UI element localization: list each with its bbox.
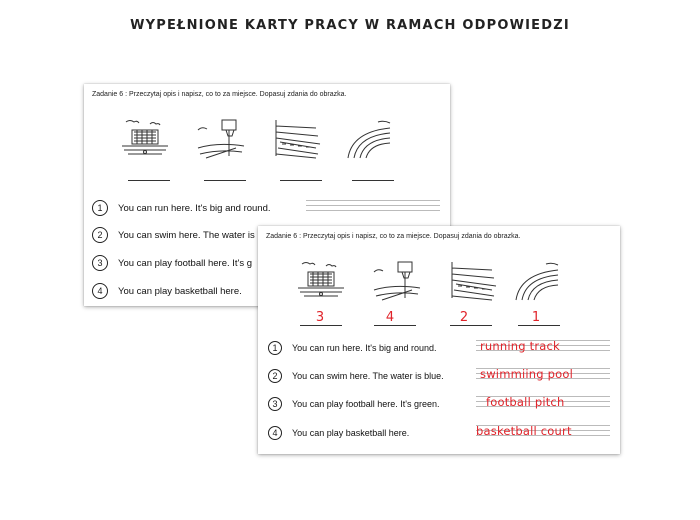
- running-track-icon: [344, 118, 394, 160]
- sentence-row: [92, 200, 271, 216]
- task-instruction: Zadanie 6 : Przeczytaj opis i napisz, co to za miejsce. Dopasuj zdania do obrazka.: [92, 91, 347, 98]
- sentence-number: 2: [268, 369, 282, 383]
- football-goal-icon: [120, 118, 170, 160]
- stadium-stands-icon: [448, 260, 498, 302]
- picture-answer-number: 3: [315, 310, 325, 325]
- running-track-icon: [512, 260, 562, 302]
- answer-blank[interactable]: [280, 180, 322, 181]
- sentence-text: You can play basketball here.: [118, 285, 242, 297]
- football-goal-icon: [296, 260, 346, 302]
- sentence-text: You can play football here. It's green.: [292, 399, 440, 409]
- answer-blank[interactable]: [518, 325, 560, 326]
- writing-lines[interactable]: [306, 200, 440, 215]
- sentence-text: You can swim here. The water is blue.: [292, 371, 444, 381]
- stadium-stands-icon: [272, 118, 322, 160]
- sentence-row: [92, 227, 255, 243]
- sentence-number: 1: [92, 200, 108, 216]
- sentence-number: 3: [92, 255, 108, 271]
- picture-answer-number: 2: [459, 310, 469, 325]
- page-title: WYPEŁNIONE KARTY PRACY W RAMACH ODPOWIEDZI: [130, 18, 570, 33]
- basketball-hoop-icon: [196, 118, 246, 160]
- picture-answer-number: 1: [531, 310, 541, 325]
- sentence-text: You can play football here. It's g: [118, 257, 253, 269]
- sentence-text: You can swim here. The water is: [118, 229, 255, 241]
- handwritten-answer: swimmiing pool: [480, 367, 573, 381]
- sentence-row: [92, 283, 242, 299]
- sentence-row: [268, 369, 444, 383]
- picture-answer-number: 4: [385, 310, 395, 325]
- sentence-number: 1: [268, 341, 282, 355]
- answer-blank[interactable]: [450, 325, 492, 326]
- handwritten-answer: running track: [480, 339, 560, 353]
- filled-worksheet: [258, 226, 620, 454]
- sentence-row: [268, 341, 437, 355]
- answer-blank[interactable]: [300, 325, 342, 326]
- sentence-number: 4: [268, 426, 282, 440]
- sentence-row: [92, 255, 252, 271]
- task-instruction: Zadanie 6 : Przeczytaj opis i napisz, co to za miejsce. Dopasuj zdania do obrazka.: [266, 233, 521, 240]
- handwritten-answer: football pitch: [486, 395, 565, 409]
- handwritten-answer: basketball court: [476, 424, 572, 438]
- answer-blank[interactable]: [352, 180, 394, 181]
- sentence-number: 4: [92, 283, 108, 299]
- sentence-text: You can run here. It's big and round.: [118, 202, 271, 214]
- sentence-row: [268, 397, 440, 411]
- basketball-hoop-icon: [372, 260, 422, 302]
- answer-blank[interactable]: [204, 180, 246, 181]
- sentence-number: 2: [92, 227, 108, 243]
- sentence-text: You can run here. It's big and round.: [292, 343, 437, 353]
- answer-blank[interactable]: [374, 325, 416, 326]
- sentence-number: 3: [268, 397, 282, 411]
- sentence-row: [268, 426, 409, 440]
- sentence-text: You can play basketball here.: [292, 428, 410, 438]
- answer-blank[interactable]: [128, 180, 170, 181]
